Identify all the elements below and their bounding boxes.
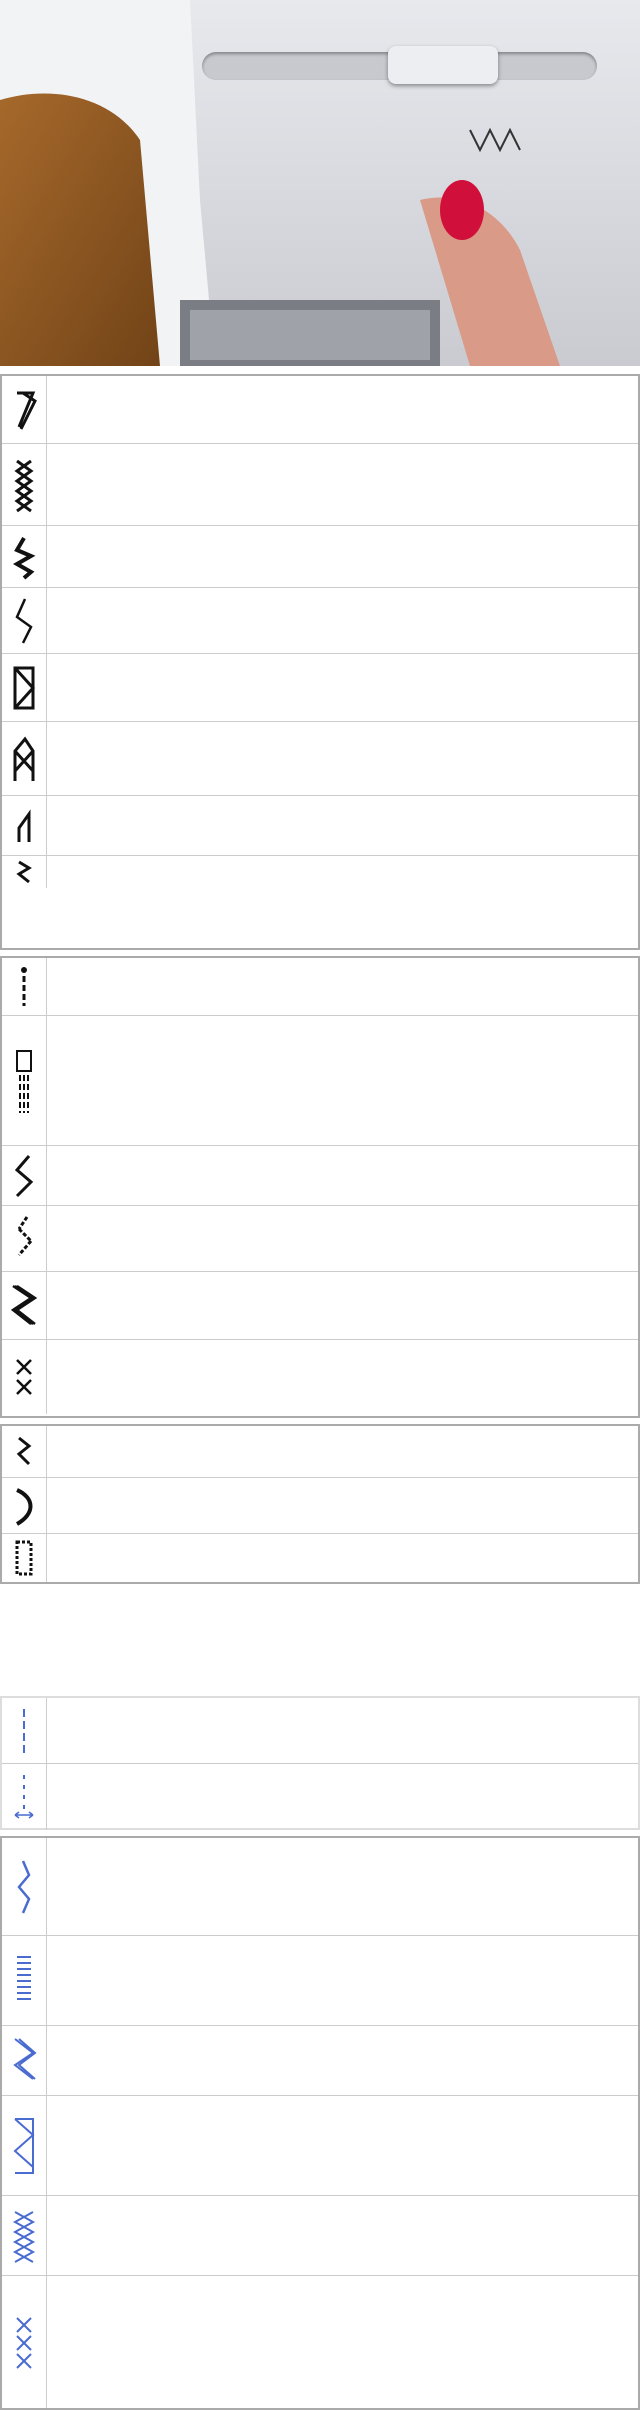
straight-stitch-icon (2, 958, 47, 1015)
stitch-selector-slider[interactable] (202, 52, 597, 80)
table-row (2, 1340, 638, 1414)
table-row (2, 1698, 638, 1764)
blind-hem-icon (2, 796, 47, 855)
triple-straight-icon (2, 1016, 47, 1145)
brand-logo (345, 118, 349, 144)
table-row (2, 1016, 638, 1146)
table-row (2, 1426, 638, 1478)
scallop-stitch-icon (2, 1478, 47, 1533)
cross-stitch-icon (2, 2276, 47, 2408)
overlock-edge-thread-icon (2, 2096, 47, 2195)
hand-look-icon (2, 1764, 47, 1830)
sewing-machine-photo (0, 0, 640, 366)
stitch-table-5 (0, 1836, 640, 2410)
stem-stitch-wide-icon (2, 2026, 47, 2095)
knit-patch-icon (2, 2196, 47, 2275)
table-row (2, 1478, 638, 1534)
table-row (2, 1206, 638, 1272)
table-row (2, 958, 638, 1016)
table-row (2, 444, 638, 526)
applique-stitch-icon (2, 1936, 47, 2025)
table-row (2, 1146, 638, 1206)
stem-stitch-narrow-icon (2, 1838, 47, 1935)
stitch-table-3 (0, 1424, 640, 1584)
stitch-table-1 (0, 374, 640, 950)
table-row (2, 1838, 638, 1936)
basting-stitch-icon (2, 1698, 47, 1763)
table-row (2, 2196, 638, 2276)
table-row (2, 1764, 638, 1830)
honeycomb-icon (2, 444, 47, 525)
table-row (2, 588, 638, 654)
joining-stitch-icon (2, 526, 47, 587)
table-row (2, 2026, 638, 2096)
double-cross-icon (2, 1340, 47, 1414)
table-row (2, 722, 638, 796)
stitch-table-4 (0, 1696, 640, 1830)
decorative-elastic-icon (2, 588, 47, 653)
table-row (2, 856, 638, 888)
table-row (2, 1936, 638, 2026)
elastic-blind-hem-icon (2, 1426, 47, 1477)
table-row (2, 2096, 638, 2196)
table-row (2, 1534, 638, 1582)
table-row (2, 2276, 638, 2408)
slider-knob[interactable] (388, 46, 498, 84)
elastic-zigzag-icon (2, 1206, 47, 1271)
table-row (2, 654, 638, 722)
buttonhole-icon (2, 1534, 47, 1582)
triple-zigzag-icon (2, 1272, 47, 1339)
table-row (2, 376, 638, 444)
table-row (2, 526, 638, 588)
table-row (2, 1272, 638, 1340)
zigzag-icon (2, 1146, 47, 1205)
elastic-blind-hem-icon (2, 856, 47, 888)
overlock-closed-icon (2, 654, 47, 721)
overlock-open-icon (2, 376, 47, 443)
table-row (2, 796, 638, 856)
pullover-stitch-icon (2, 722, 47, 795)
stitch-table-2 (0, 956, 640, 1418)
